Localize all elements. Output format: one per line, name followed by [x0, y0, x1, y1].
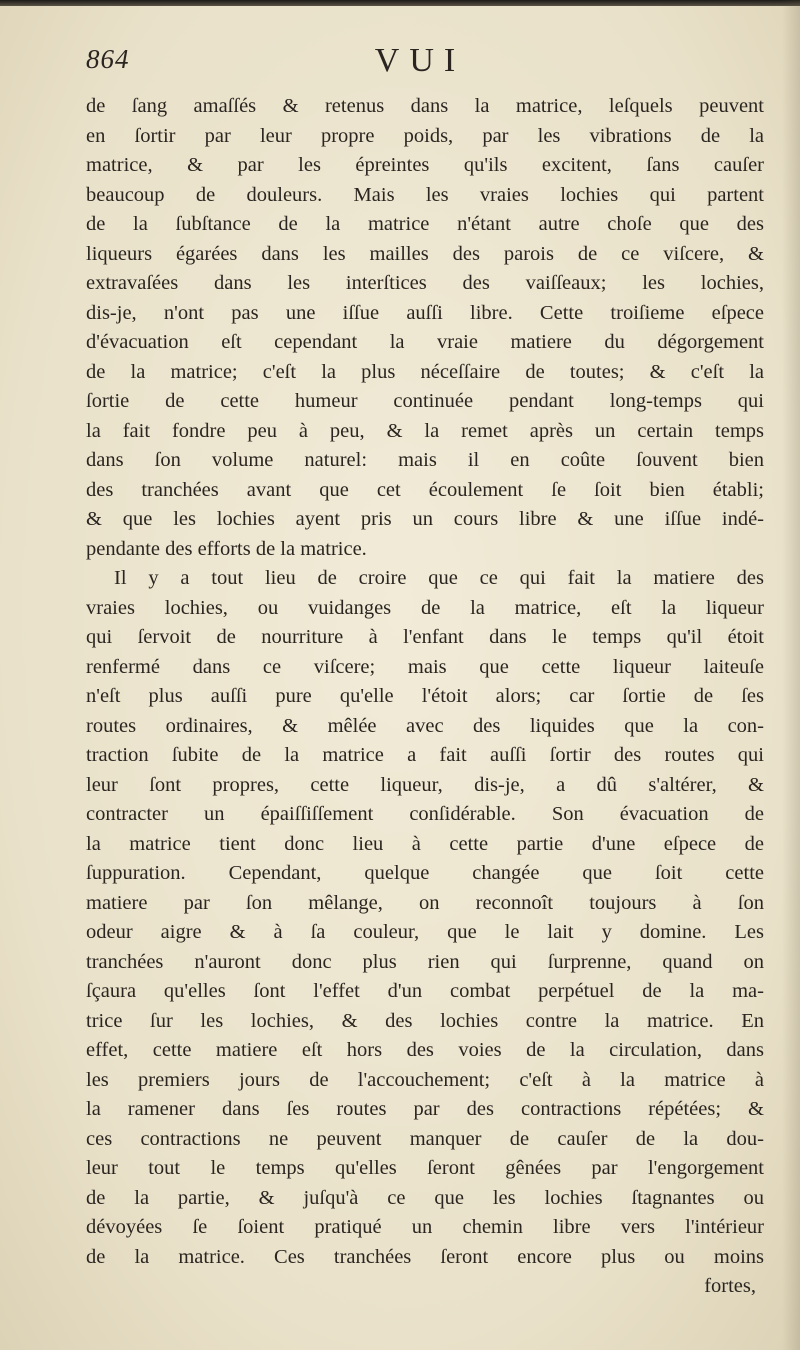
paragraph-end-line: pendante des efforts de la matrice. — [86, 537, 367, 560]
text-line: de la matrice. Ces tranchées ſeront encore plus ou moins — [86, 1245, 764, 1268]
text-line: des tranchées avant que cet écoulement ſe ſoit bien établi; — [86, 478, 764, 501]
text-line: routes ordinaires, & mêlée avec des liquides que la con- — [86, 714, 764, 737]
text-line: leur ſont propres, cette liqueur, dis-je, a dû s'altérer, & — [86, 773, 764, 796]
body-text — [86, 92, 764, 1302]
text-line: matiere par ſon mêlange, on reconnoît toujours à ſon — [86, 891, 764, 914]
text-line: de ſang amaſſés & retenus dans la matrice, leſquels peuvent — [86, 95, 764, 117]
text-line: ſortie de cette humeur continuée pendant long-temps qui — [86, 390, 764, 412]
text-line: liqueurs égarées dans les mailles des parois de ce viſcere, & — [86, 242, 764, 265]
text-line: traction ſubite de la matrice a fait auſſi ſortir des routes qui — [86, 744, 764, 766]
page-gutter-shadow — [782, 0, 800, 1350]
text-line: beaucoup de douleurs. Mais les vraies lochies qui partent — [86, 183, 764, 206]
text-line: de la matrice; c'eſt la plus néceſſaire de toutes; & c'eſt la — [86, 360, 764, 383]
text-line: de la partie, & juſqu'à ce que les lochies ſtagnantes ou — [86, 1186, 764, 1209]
text-line: contracter un épaiſſiſſement conſidérable. Son évacuation de — [86, 803, 764, 825]
text-line: trice ſur les lochies, & des lochies contre la matrice. En — [86, 1009, 764, 1032]
text-line: la ramener dans ſes routes par des contractions répétées; & — [86, 1098, 764, 1120]
text-line: la matrice tient donc lieu à cette partie d'une eſpece de — [86, 832, 764, 855]
text-line: & que les lochies ayent pris un cours libre & une iſſue indé- — [86, 508, 764, 530]
text-line: dévoyées ſe ſoient pratiqué un chemin libre vers l'intérieur — [86, 1216, 764, 1238]
text-line: en ſortir par leur propre poids, par les vibrations de la — [86, 124, 764, 147]
text-line: n'eſt plus auſſi pure qu'elle l'étoit alors; car ſortie de ſes — [86, 685, 764, 707]
text-line: ſuppuration. Cependant, quelque changée que ſoit cette — [86, 862, 764, 884]
text-line: les premiers jours de l'accouchement; c'eſt à la matrice à — [86, 1068, 764, 1091]
text-line: la fait fondre peu à peu, & la remet après un certain temps — [86, 419, 764, 442]
page-number: 864 — [86, 44, 130, 74]
text-line: matrice, & par les épreintes qu'ils excitent, ſans cauſer — [86, 154, 764, 176]
text-line: dis-je, n'ont pas une iſſue auſſi libre. Cette troiſieme eſpece — [86, 301, 764, 324]
text-line: d'évacuation eſt cependant la vraie matiere du dégorgement — [86, 331, 764, 353]
text-line: effet, cette matiere eſt hors des voies de la circulation, dans — [86, 1039, 764, 1061]
text-line: qui ſervoit de nourriture à l'enfant dans le temps qu'il étoit — [86, 626, 764, 648]
text-line: ſçaura qu'elles ſont l'effet d'un combat perpétuel de la ma- — [86, 980, 764, 1002]
text-line: ces contractions ne peuvent manquer de cauſer de la dou- — [86, 1127, 764, 1150]
text-line: extravaſées dans les interſtices des vaiſſeaux; les lochies, — [86, 272, 764, 294]
text-line: odeur aigre & à ſa couleur, que le lait y domine. Les — [86, 921, 764, 943]
running-head: VUI — [374, 42, 466, 79]
text-line: de la ſubſtance de la matrice n'étant autre choſe que des — [86, 213, 764, 235]
text-line: dans ſon volume naturel: mais il en coûte ſouvent bien — [86, 449, 764, 471]
text-line: renfermé dans ce viſcere; mais que cette liqueur laiteuſe — [86, 655, 764, 678]
page-top-edge — [0, 0, 800, 6]
text-line: leur tout le temps qu'elles ſeront gênées par l'engorgement — [86, 1157, 764, 1179]
text-line: vraies lochies, ou vuidanges de la matrice, eſt la liqueur — [86, 596, 764, 619]
text-line: tranchées n'auront donc plus rien qui ſurprenne, quand on — [86, 950, 764, 973]
catchword-line: fortes, — [704, 1275, 756, 1297]
paragraph-start-line: Il y a tout lieu de croire que ce qui fait la matiere des — [114, 567, 764, 589]
